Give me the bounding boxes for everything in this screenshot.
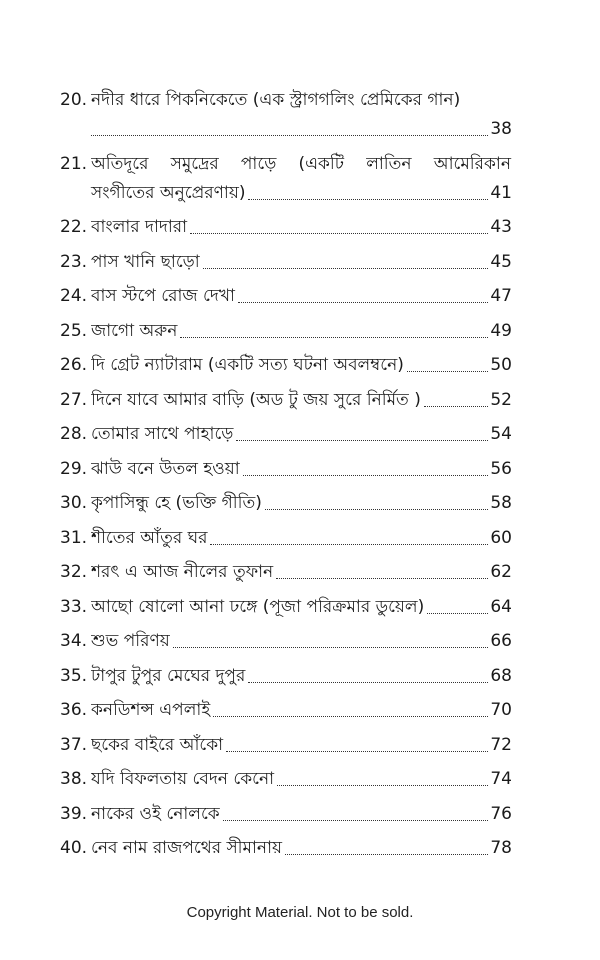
dot-leader [210,524,488,545]
dot-leader [173,627,488,648]
toc-entry-number: 26. [60,355,88,375]
toc-entry-number: 31. [60,527,88,548]
toc-entry-number: 36. [60,700,88,720]
toc-entry-page: 76 [490,803,512,824]
toc-entry-title: তোমার সাথে পাহাড়ে [91,424,234,444]
toc-entry-page: 41 [490,182,512,203]
toc-entry-page: 64 [490,596,512,617]
toc-entry-page: 72 [490,734,512,755]
toc-entry-number: 40. [60,838,88,858]
dot-leader [248,662,488,683]
dot-leader [213,696,488,717]
toc-entry-number: 32. [60,562,88,582]
toc-entry-title: জাগো অরুন [91,320,178,341]
dot-leader [238,282,488,303]
dot-leader [265,489,488,510]
toc-entry-title: অতিদূরে সমুদ্রের পাড়ে (একটি লাতিন আমেরিকান [91,153,511,174]
toc-entry[interactable] [60,213,512,242]
toc-entry[interactable] [60,489,512,518]
toc-entry[interactable] [60,627,512,656]
toc-entry-title: নেব নাম রাজপথের সীমানায় [91,838,283,858]
dot-leader [91,115,488,136]
dot-leader [236,420,488,441]
toc-entry-title: দি গ্রেট ন্যাটারাম (একটি সত্য ঘটনা অবলম্বনে) [91,355,404,375]
toc-entry[interactable] [60,800,512,829]
toc-entry-page: 52 [490,389,512,410]
dot-leader [407,351,488,372]
toc-entry-page: 43 [490,217,512,237]
toc-entry-page: 50 [490,355,512,375]
toc-entry-title: দিনে যাবে আমার বাড়ি (অড টু জয় সুরে নির্মিত ) [91,389,421,410]
dot-leader [424,386,488,407]
toc-entry-number: 30. [60,493,88,513]
toc-entry-number: 22. [60,217,88,237]
toc-entry-title: যদি বিফলতায় বেদন কেনো [91,769,275,789]
toc-entry-title: কনডিশন্স এপলাই [91,700,211,720]
toc-entry[interactable] [60,248,512,277]
toc-entry-title: বাংলার দাদারা [91,217,188,237]
toc-entry-page: 78 [490,838,512,858]
toc-entry[interactable] [60,662,512,691]
toc-entry-title: ঝাউ বনে উতল হওয়া [91,458,240,479]
toc-entry[interactable] [60,150,512,208]
toc-entry-title: পাস খানি ছাড়ো [91,251,200,272]
toc-entry[interactable] [60,558,512,587]
toc-entry[interactable] [60,420,512,449]
dot-leader [203,248,488,269]
toc-entry-number: 35. [60,665,88,686]
toc-entry-number: 23. [60,251,88,272]
toc-entry[interactable] [60,351,512,380]
dot-leader [427,593,488,614]
toc-entry-number: 21. [60,153,88,174]
table-of-contents [60,86,512,869]
toc-entry-page: 74 [490,769,512,789]
toc-entry-title: টাপুর টুপুর মেঘের দুপুর [91,665,246,686]
dot-leader [243,455,488,476]
toc-entry-page: 68 [490,665,512,686]
toc-entry[interactable] [60,524,512,553]
toc-entry[interactable] [60,386,512,415]
toc-entry-title: আছো ষোলো আনা ঢঙ্গে (পূজা পরিক্রমার ডুয়েল) [91,596,425,617]
dot-leader [248,179,489,200]
toc-entry-number: 38. [60,769,88,789]
toc-entry-title-continued: সংগীতের অনুপ্রেরণায়) [91,182,246,203]
toc-entry[interactable] [60,593,512,622]
toc-entry[interactable] [60,834,512,863]
toc-entry[interactable] [60,317,512,346]
toc-entry[interactable] [60,282,512,311]
toc-entry-page: 60 [490,527,512,548]
toc-entry[interactable] [60,696,512,725]
toc-entry-number: 39. [60,803,88,824]
toc-entry-number: 25. [60,320,88,341]
dot-leader [226,731,488,752]
toc-entry-page: 54 [490,424,512,444]
toc-entry-page: 45 [490,251,512,272]
toc-entry-number: 29. [60,458,88,479]
toc-entry-number: 27. [60,389,88,410]
toc-entry-title: বাস স্টপে রোজ দেখা [91,286,235,306]
dot-leader [190,213,488,234]
dot-leader [276,558,488,579]
toc-entry-number: 28. [60,424,88,444]
toc-entry-number: 34. [60,631,88,651]
toc-entry-page: 47 [490,286,512,306]
dot-leader [180,317,488,338]
dot-leader [223,800,488,821]
toc-entry-title: ছকের বাইরে আঁকো [91,734,224,755]
toc-entry-page: 38 [490,119,512,139]
toc-entry-number: 20. [60,90,88,110]
toc-entry-page: 58 [490,493,512,513]
toc-entry[interactable] [60,731,512,760]
toc-entry-title: কৃপাসিন্ধু হে (ভক্তি গীতি) [91,493,262,513]
toc-entry-number: 33. [60,596,88,617]
toc-entry-page: 49 [490,320,512,341]
toc-entry-title: শরৎ এ আজ নীলের তুফান [91,562,274,582]
toc-entry-page: 66 [490,631,512,651]
toc-entry[interactable] [60,455,512,484]
dot-leader [285,834,488,855]
toc-entry-title: শুভ পরিণয় [91,631,170,651]
toc-entry[interactable] [60,765,512,794]
toc-entry-title: শীতের আঁতুর ঘর [91,527,208,548]
copyright-notice: Copyright Material. Not to be sold. [186,904,414,921]
toc-entry-page: 62 [490,562,512,582]
toc-entry-page: 56 [490,458,512,479]
dot-leader [277,765,488,786]
toc-entry-number: 24. [60,286,88,306]
toc-entry-page: 70 [490,700,512,720]
toc-entry-number: 37. [60,734,88,755]
toc-entry-title: নাকের ওই নোলকে [91,803,220,824]
toc-entry[interactable] [60,86,512,144]
toc-entry-title: নদীর ধারে পিকনিকেতে (এক স্ট্রাগগলিং প্রেমিকের গান) [91,90,461,110]
